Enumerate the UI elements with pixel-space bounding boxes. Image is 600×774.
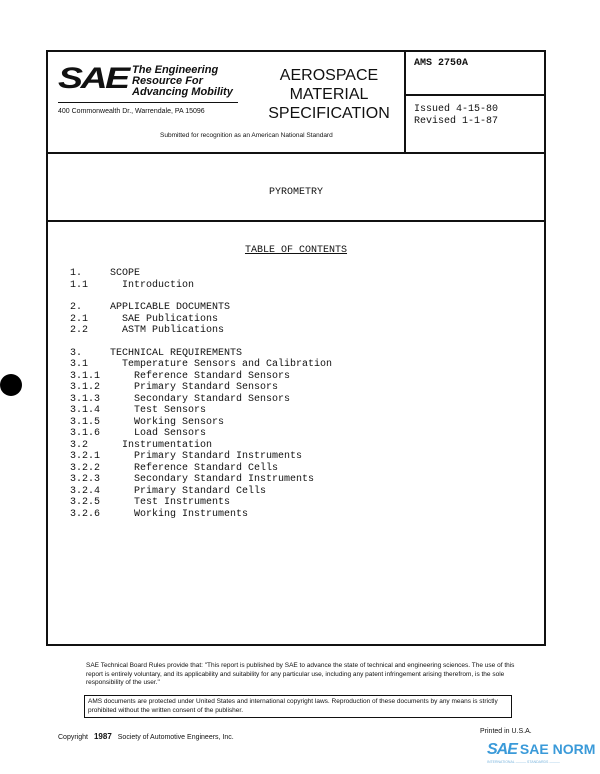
toc-entry-label: TECHNICAL REQUIREMENTS	[110, 347, 243, 359]
toc-entry	[70, 463, 332, 475]
punch-hole-dot	[0, 374, 22, 396]
toc-entry	[70, 359, 332, 371]
toc-entry-number: 3.2.2	[70, 462, 101, 474]
watermark-subtitle: INTERNATIONAL ——— STANDARDS ———	[487, 760, 560, 764]
sae-tagline: The Engineering Resource For Advancing Mobility	[132, 64, 233, 98]
toc-entry-number: 3.	[70, 347, 83, 359]
toc-entry	[70, 280, 332, 292]
toc-entry-label: Introduction	[122, 279, 195, 291]
toc-entry-label: Instrumentation	[122, 439, 213, 451]
header-column-divider	[404, 52, 406, 152]
toc-entry	[70, 268, 332, 280]
toc-entry-number: 1.	[70, 268, 83, 279]
toc-entry	[70, 428, 332, 440]
toc-entry	[70, 497, 332, 509]
toc-gap	[70, 337, 332, 348]
toc-entry	[70, 382, 332, 394]
logo-rule	[58, 102, 238, 103]
toc-entry	[70, 314, 332, 326]
toc-entry-number: 3.1.5	[70, 416, 101, 428]
toc-entry	[70, 394, 332, 406]
printed-in: Printed in U.S.A.	[480, 728, 532, 735]
docnum-divider	[404, 94, 544, 96]
toc-entry	[70, 451, 332, 463]
watermark-logo: SAE	[487, 741, 517, 758]
toc-entry-label: Working Sensors	[134, 416, 225, 428]
header-divider	[48, 152, 544, 154]
toc-entry-label: SAE Publications	[122, 313, 219, 325]
toc-entry-label: APPLICABLE DOCUMENTS	[110, 302, 231, 313]
toc-entry-number: 1.1	[70, 279, 89, 291]
table-of-contents	[70, 268, 332, 520]
toc-entry	[70, 486, 332, 498]
toc-entry-label: Secondary Standard Sensors	[134, 393, 291, 405]
toc-entry-label: Load Sensors	[134, 428, 207, 439]
board-rules-text: SAE Technical Board Rules provide that: "This report is published by SAE to advance the state of technical and engineering sciences. The use of this report is entirely voluntary, and its applicability and suitability for any particular use, including any patent infringement arising therefrom, is the sole responsibility of the user."	[86, 662, 515, 686]
toc-entry	[70, 440, 332, 452]
spec-title: AEROSPACE MATERIAL SPECIFICATION	[268, 67, 390, 122]
toc-entry-number: 3.2.4	[70, 485, 101, 497]
issued-date: Issued 4-15-80	[414, 104, 499, 115]
toc-entry-number: 2.1	[70, 313, 89, 325]
toc-entry-label: Reference Standard Cells	[134, 462, 279, 474]
toc-entry-number: 2.	[70, 302, 83, 313]
toc-entry	[70, 474, 332, 486]
toc-entry-number: 3.1.3	[70, 393, 101, 405]
toc-entry-label: Test Sensors	[134, 405, 207, 416]
document-title: PYROMETRY	[268, 187, 323, 198]
toc-entry-label: Temperature Sensors and Calibration	[122, 359, 333, 370]
toc-entry-number: 3.2.1	[70, 451, 101, 462]
toc-entry	[70, 371, 332, 383]
toc-entry	[70, 417, 332, 429]
toc-entry-label: Primary Standard Instruments	[134, 451, 303, 462]
toc-entry-number: 3.1	[70, 359, 89, 370]
toc-entry-number: 2.2	[70, 325, 89, 336]
copyright-line: Copyright 1987 Society of Automotive Engineers, Inc.	[58, 732, 234, 741]
toc-entry	[70, 405, 332, 417]
toc-entry-label: Primary Standard Sensors	[134, 382, 279, 393]
toc-entry-number: 3.1.6	[70, 428, 101, 439]
toc-entry-label: SCOPE	[110, 268, 141, 279]
sae-logo: SAE	[58, 62, 128, 95]
toc-entry-number: 3.1.2	[70, 382, 101, 393]
toc-entry	[70, 302, 332, 314]
copyright-notice-box: AMS documents are protected under United States and international copyright laws. Reproduction of these documents by any means is strictly prohibited without the written consent of the publisher.	[84, 695, 512, 718]
toc-entry-label: Primary Standard Cells	[134, 485, 267, 497]
document-frame	[46, 50, 546, 646]
toc-entry-number: 3.1.1	[70, 370, 101, 382]
toc-entry-number: 3.2.5	[70, 497, 101, 508]
toc-title: TABLE OF CONTENTS	[244, 245, 348, 256]
doc-number: AMS 2750A	[414, 58, 469, 69]
toc-entry-number: 3.2.3	[70, 474, 101, 485]
toc-entry-number: 3.1.4	[70, 405, 101, 416]
issue-dates	[414, 104, 498, 128]
toc-entry-number: 3.2.6	[70, 508, 101, 520]
toc-entry-label: ASTM Publications	[122, 325, 225, 336]
toc-entry-label: Working Instruments	[134, 508, 249, 520]
toc-gap	[70, 291, 332, 302]
toc-entry-number: 3.2	[70, 439, 89, 451]
toc-entry	[70, 509, 332, 521]
toc-entry-label: Test Instruments	[134, 497, 231, 508]
toc-entry	[70, 348, 332, 360]
submitted-note: Submitted for recognition as an American National Standard	[160, 132, 333, 139]
sae-norm-watermark: SAE SAE NORM	[487, 741, 596, 758]
title-divider	[48, 220, 544, 222]
toc-entry-label: Reference Standard Sensors	[134, 370, 291, 382]
toc-entry	[70, 325, 332, 337]
revised-date: Revised 1-1-87	[414, 116, 499, 127]
address: 400 Commonwealth Dr., Warrendale, PA 15096	[58, 108, 205, 115]
toc-entry-label: Secondary Standard Instruments	[134, 474, 315, 485]
